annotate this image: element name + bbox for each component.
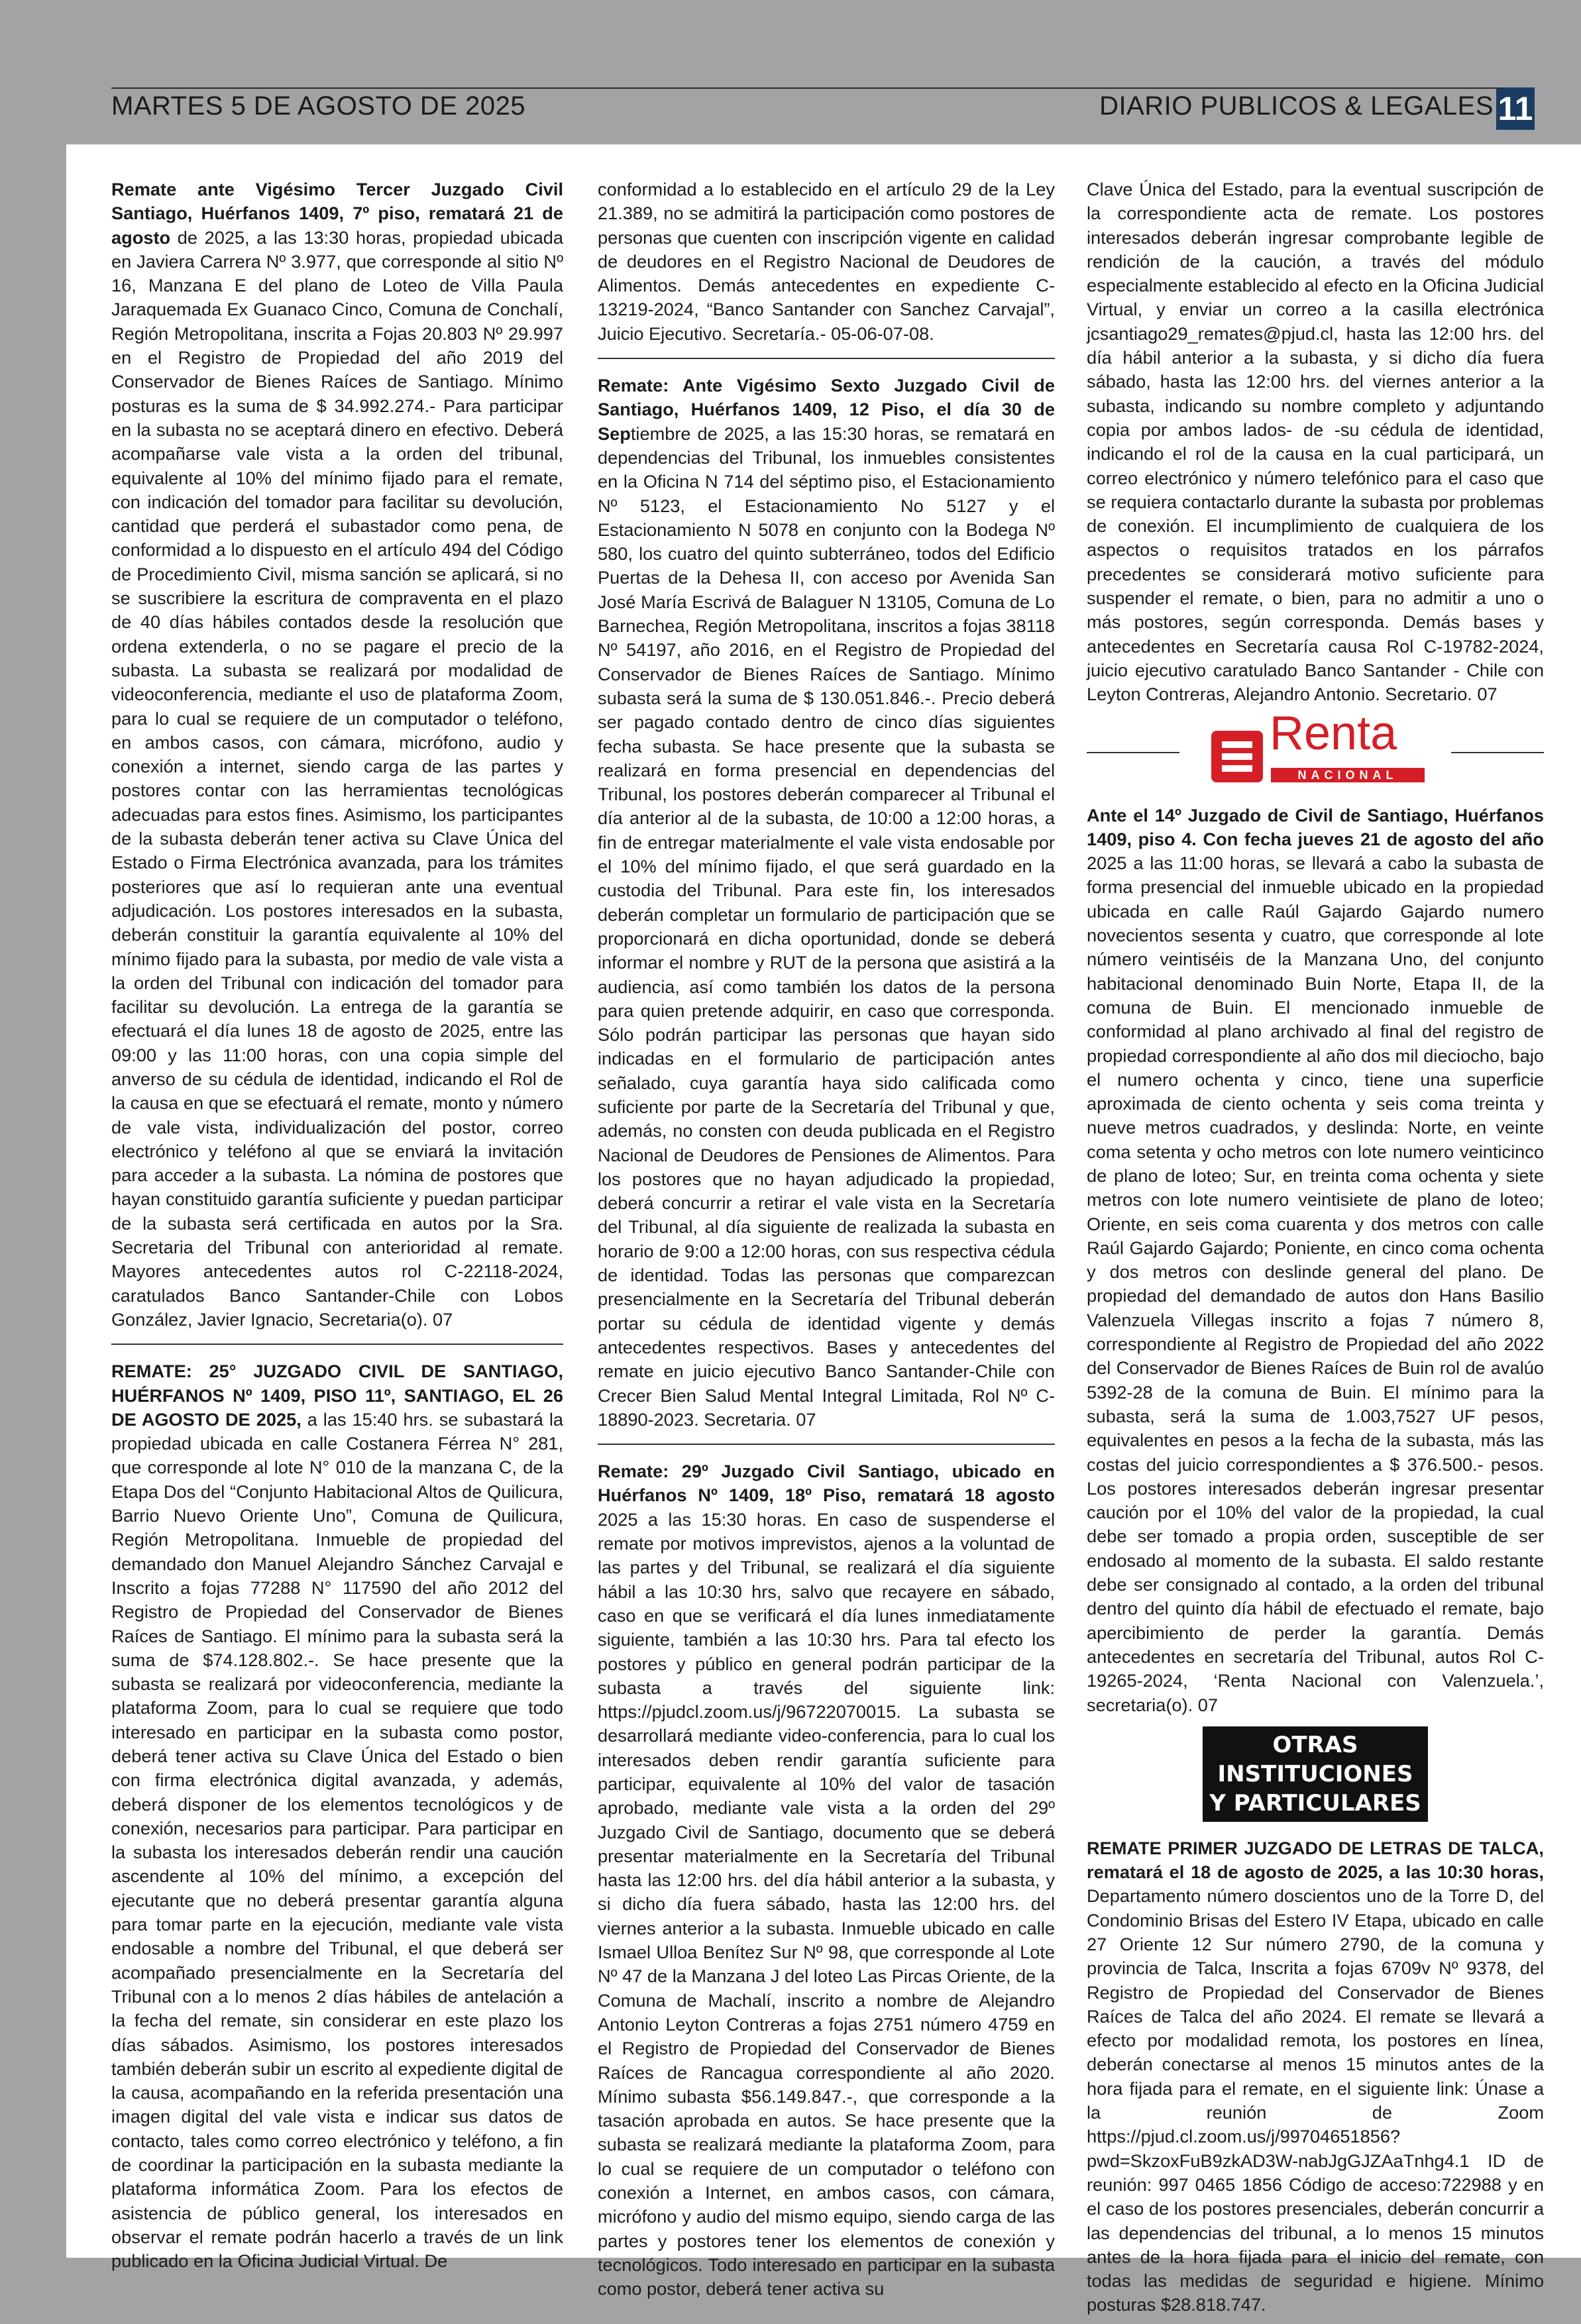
section-title-line-1: OTRAS INSTITUCIONES [1217, 1731, 1413, 1787]
notice-divider [598, 358, 1055, 359]
notice-body: 2025 a las 15:30 horas. En caso de suspenderse el remate por motivos imprevistos, ajenos a la voluntad de las partes y del Tribunal, se realizará el día siguiente hábil a las 10:30 hrs, salvo que recayere en sábado, caso en que se verificará el día lunes inmediatamente siguiente, también a las 10:30 hrs. Para tal efecto los postores y público en general podrán participar de la subasta a través del siguiente link: https://pjudcl.zoom.us/j/96722070015. La subasta se desarrollará mediante video-conferencia, para lo cual los interesados deben rendir garantía suficiente para participar, equivalente al 10% del valor de tasación aprobado, mediante vale vista a la orden del 29º Juzgado Civil de Santiago, documento que se deberá presentar materialmente en la Secretaría del Tribunal hasta las 12:00 hrs. del día hábil anterior a la subasta, y si dicho día fuera sábado, hasta las 12:00 hrs. del viernes anterior a la subasta. Inmueble ubicado en calle Ismael Ulloa Benítez Sur Nº 98, que corresponde al Lote Nº 47 de la Manzana J del loteo Las Pircas Oriente, de la Comuna de Machalí, inscrito a nombre de Alejandro Antonio Leyton Contreras a fojas 2751 número 4759 en el Registro de Propiedad del Conservador de Bienes Raíces de Rancagua correspondiente al año 2020. Mínimo subasta $56.149.847.-, que corresponde a la tasación aprobada en autos. Se hace presente que la subasta se realizará mediante la plataforma Zoom, para lo cual se requiere de un computador o teléfono con conexión a Internet, en ambos casos, con cámara, micrófono y audio del mismo equipo, siendo carga de las partes y postores tener los elementos de conexión y tecnológicos. Todo interesado en participar en la subasta como postor, deberá tener activa su [598, 1508, 1056, 2299]
notice-body: Departamento número doscientos uno de la Torre D, del Condominio Brisas del Estero IV Etapa, ubicado en calle 27 Oriente 12 Sur número 2790, de la comuna y provincia de Talca, Inscrita a fojas 6709v Nº 9378, del Registro de Propiedad del Conservador de Bienes Raíces de Talca del año 2024. El remate se llevará a efecto por modalidad remota, los postores en línea, deberán conectarse al menos 15 minutos antes de la hora fijada para el remate, en el siguiente link: Únase a la reunión de Zoom https://pjud.cl.zoom.us/j/99704651856?pwd=SkzoxFuB9zkAD3W-nabJgGJZAaTnhg4.1 ID de reunión: 997 0465 1856 Código de acceso:722988 y en el caso de los postores presenciales, deberán concurrir a las dependencias del tribunal, a lo menos 15 minutos antes de la hora fijada para el inicio del remate, con todas las medidas de seguridad e higiene. Mínimo posturas $28.818.747. [1087, 1885, 1544, 2315]
notice-lead: REMATE PRIMER JUZGADO DE LETRAS DE TALCA, rematará el 18 de agosto de 2025, a las 10:30 horas, [1087, 1837, 1544, 1883]
notice-lead: Remate: Ante Vigésimo Sexto Juzgado Civil de Santiago, Huérfanos 1409, 12 Piso, el día 30 de Sep [598, 375, 1055, 444]
notice-lead: Ante el 14º Juzgado de Civil de Santiago, Huérfanos 1409, piso 4. Con fecha jueves 21 de agosto del año [1087, 804, 1544, 849]
page-number: 11 [1496, 87, 1535, 130]
notice-divider [111, 1344, 563, 1345]
notice-lead: Remate ante Vigésimo Tercer Juzgado Civil Santiago, Huérfanos 1409, 7º piso, rematará 21 de agosto [111, 179, 563, 248]
column-3 [1087, 178, 1544, 2317]
publication-name: DIARIO PUBLICOS & LEGALES [1099, 91, 1494, 121]
notice-divider [598, 1444, 1055, 1445]
column-2 [598, 178, 1055, 2301]
notice-25-juzgado [111, 1359, 563, 2273]
notice-26-juzgado [598, 374, 1055, 1432]
notice-25-juzgado-continued: conformidad a lo establecido en el artículo 29 de la Ley 21.389, no se admitirá la participación como postores de personas que cuenten con inscripción vigente en calidad de deudores en el Registro Nacional de Deudores de Alimentos. Demás antecedentes en expediente C-13219-2024, “Banco Santander con Sanchez Carvajal”, Juicio Ejecutivo. Secretaría.- 05-06-07-08. [598, 179, 1055, 344]
logo-word: Renta [1270, 706, 1397, 760]
notice-body: de 2025, a las 13:30 horas, propiedad ubicada en Javiera Carrera Nº 3.977, que corresponde al sitio Nº 16, Manzana E del plano de Loteo de Villa Paula Jaraquemada Ex Guanaco Cinco, Comuna de Conchalí, Región Metropolitana, inscrita a Fojas 20.803 Nº 29.997 en el Registro de Propiedad del año 2019 del Conservador de Bienes Raíces de Santiago. Mínimo posturas es la suma de $ 34.992.274.- Para participar en la subasta no se aceptará dinero en efectivo. Deberá acompañarse vale vista a la orden del tribunal, equivalente al 10% del mínimo fijado para el remate, con indicación del tomador para facilitar su devolución, cantidad que perderá el subastador como pena, de conformidad a lo dispuesto en el artículo 494 del Código de Procedimiento Civil, misma sanción se aplicará, si no se suscribiere la escritura de compraventa en el plazo de 40 días hábiles contados desde la resolución que ordena extenderla, o no se pagare el precio de la subasta. La subasta se realizará por modalidad de videoconferencia, mediante el uso de plataforma Zoom, para lo cual se requiere de un computador o teléfono, en ambos casos, con cámara, micrófono, audio y conexión a internet, siendo carga de las partes y postores contar con las herramientas tecnológicas adecuadas para estos fines. Asimismo, los participantes de la subasta deberán tener activa su Clave Única del Estado o Firma Electrónica avanzada, para los trámites posteriores que así lo requieran ante una eventual adjudicación. Los postores interesados en la subasta, deberán constituir la garantía equivalente al 10% del mínimo fijado para la subasta, por medio de vale vista a la orden del Tribunal con indicación del tomador para facilitar su devolución. La entrega de la garantía se efectuará el día lunes 18 de agosto de 2025, entre las 09:00 y las 11:00 horas, con una copia simple del anverso de su cédula de identidad, indicando el Rol de la causa en que se efectuará el remate, monto y número de vale vista, individualización del postor, correo electrónico y teléfono al que se enviará la invitación para acceder a la subasta. La nómina de postores que hayan constituido garantía suficiente y puedan participar de la subasta será certificada en autos por la Sra. Secretaria del Tribunal con anterioridad al remate. Mayores antecedentes autos rol C-22118-2024, caratulados Banco Santander-Chile con Lobos González, Javier Ignacio, Secretaria(o). 07 [111, 227, 563, 1330]
section-header [1203, 1726, 1428, 1822]
notice-body: 2025 a las 11:00 horas, se llevará a cabo la subasta de forma presencial del inmueble ubicado en la propiedad ubicada en calle Raúl Gajardo Gajardo numero novecientos sesenta y cuatro, que corresponde al lote número veintiséis de la Manzana Uno, del conjunto habitacional denominado Buin Norte, Etapa II, de la comuna de Buin. El mencionado inmueble de conformidad al plano archivado al final del registro de propiedad correspondiente al año dos mil dieciocho, bajo el numero ochenta y cinco, tiene una superficie aproximada de ciento ochenta y seis coma treinta y nueve metros cuadrados, y deslinda: Norte, en veinte coma setenta y ocho metros con lote numero veinticinco de plano de loteo; Sur, en treinta coma ochenta y siete metros con lote numero veintisiete de plano de loteo; Oriente, en seis coma cuarenta y dos metros con calle Raúl Gajardo Gajardo; Poniente, en cinco coma ochenta y dos metros con deslinde general del plano. De propiedad del demandado de autos don Hans Basilio Valenzuela Villegas inscrito a fojas 7 número 8, correspondiente al Registro de Propiedad del año 2022 del Conservador de Bienes Raíces de Buin rol de avalúo 5392-28 de la comuna de Buin. El mínimo para la subasta, será la suma de 1.003,7527 UF pesos, equivalentes en pesos a la fecha de la subasta, más las costas del juicio correspondientes a $ 376.500.- pesos. Los postores interesados deberán ingresar presentar caución por el 10% del valor de la propiedad, la cual debe ser tomado a propia orden, susceptible de ser endosado al momento de la subasta. El saldo restante debe ser consignado al contado, a la orden del tribunal dentro del quinto día hábil de efectuado el remate, bajo apercibimiento de perder la garantía. Demás antecedentes en secretaría del Tribunal, autos Rol C-19265-2024, ‘Renta Nacional con Valenzuela.’, secretaria(o). 07 [1087, 853, 1544, 1715]
notice-body: tiembre de 2025, a las 15:30 horas, se rematará en dependencias del Tribunal, los inmuebles consistentes en la Oficina N 714 del séptimo piso, el Estacionamiento Nº 5123, el Estacionamiento No 5127 y el Estacionamiento N 5078 en conjunto con la Bodega Nº 580, los cuatro del quinto subterráneo, todos del Edificio Puertas de la Dehesa II, con acceso por Avenida San José María Escrivá de Balaguer N 13105, Comuna de Lo Barnechea, Región Metropolitana, inscritos a fojas 38118 Nº 54197, año 2016, en el Registro de Propiedad del Conservador de Bienes Raíces de Santiago. Mínimo subasta será la suma de $ 130.051.846.-. Precio deberá ser pagado contado dentro de cinco días siguientes fecha subasta. Se hace presente que la subasta se realizará en forma presencial en dependencias del Tribunal, los postores deberán comparecer al Tribunal el día anterior al de la subasta, de 10:00 a 12:00 horas, a fin de entregar materialmente el vale vista endosable por el 10% del mínimo fijado, el que será guardado en la custodia del Tribunal. Para este fin, los interesados deberán completar un formulario de participación que se proporcionará en dicha oportunidad, donde se deberá informar el nombre y RUT de la persona que asistirá a la audiencia, así como también los datos de la persona para quien pretende adquirir, en caso que corresponda. Sólo podrán participar las personas que hayan sido indicadas en el formulario de participación antes señalado, cuya garantía haya sido calificada como suficiente por parte de la Secretaría del Tribunal y que, además, no consten con deuda publicada en el Registro Nacional de Deudores de Pensiones de Alimentos. Para los postores que no hayan adjudicado la propiedad, deberá concurrir a retirar el vale vista en la Secretaría del Tribunal, al día siguiente de realizada la subasta en horario de 9:00 a 12:00 horas, con sus respectiva cédula de identidad. Todas las personas que comparezcan presencialmente en la Secretaría del Tribunal deberán portar su cédula de identidad vigente y demás antecedentes respectivos. Bases y antecedentes del remate en juicio ejecutivo Banco Santander-Chile con Crecer Bien Salud Mental Integral Limitada, Rol Nº C-18890-2023. Secretaria. 07 [598, 423, 1055, 1430]
notice-body: a las 15:40 hrs. se subastará la propiedad ubicada en calle Costanera Férrea N° 281, que corresponde al lote N° 010 de la manzana C, de la Etapa Dos del “Conjunto Habitacional Altos de Quilicura, Barrio Nuevo Oriente Uno”, Comuna de Quilicura, Región Metropolitana. Inmueble de propiedad del demandado don Manuel Alejandro Sánchez Carvajal e Inscrito a fojas 77288 N° 117590 del año 2012 del Registro de Propiedad del Conservador de Bienes Raíces de Santiago. El mínimo para la subasta será la suma de $74.128.802.-. Se hace presente que la subasta se realizará por videoconferencia, mediante la plataforma Zoom, para lo cual se requiere que todo interesado en participar en la subasta como postor, deberá tener activa su Clave Única del Estado o bien con firma electrónica digital avanzada, y además, deberá disponer de los elementos tecnológicos y de conexión, necesarios para participar. Para participar en la subasta los interesados deberán rendir una caución ascendente al 10% del mínimo, a excepción del ejecutante que no deberá presentar garantía alguna para tomar parte en la ejecución, mediante vale vista endosable a nombre del Tribunal, el que deberá ser acompañado presencialmente en la Secretaría del Tribunal con a lo menos 2 días hábiles de antelación a la fecha del remate, sin considerar en este plazo los días sábados. Asimismo, los postores interesados también deberán subir un escrito al expediente digital de la causa, acompañando en la referida presentación una imagen digital del vale vista e indicar sus datos de contacto, tales como correo electrónico y teléfono, a fin de coordinar la participación en la subasta mediante la plataforma informática Zoom. Para los efectos de asistencia de público general, los interesados en observar el remate podrán hacerlo a través de un link publicado en la Oficina Judicial Virtual. De [111, 1408, 563, 2272]
notice-14-juzgado [1087, 804, 1544, 1717]
notice-talca [1087, 1836, 1544, 2317]
logo-rule-right [1451, 752, 1544, 753]
header-rule [111, 87, 1504, 89]
notice-lead: REMATE: 25° JUZGADO CIVIL DE SANTIAGO, HUÉRFANOS Nº 1409, PISO 11º, SANTIAGO, EL 26 DE AGOSTO DE 2025, [111, 1361, 563, 1430]
notice-lead: Remate: 29º Juzgado Civil Santiago, ubicado en Huérfanos Nº 1409, 18º Piso, rematará 18 agosto [598, 1461, 1055, 1506]
issue-date: MARTES 5 DE AGOSTO DE 2025 [111, 91, 526, 121]
notice-29-juzgado-continued: Clave Única del Estado, para la eventual suscripción de la correspondiente acta de remate. Los postores interesados deberán ingresar comprobante legible de rendición de la caución, a través del módulo especialmente establecido al efecto en la Oficina Judicial Virtual, y enviar un correo a la casilla electrónica jcsantiago29_remates@pjud.cl, hasta las 12:00 hrs. del día hábil anterior a la subasta, y si dicho día fuera sábado, hasta las 12:00 hrs. del viernes anterior a la subasta, indicando su nombre completo y adjuntando copia por ambos lados- de -su cédula de identidad, indicando el rol de la causa en la cual participará, un correo electrónico y número telefónico para el caso que se requiera contactarlo durante la subasta por problemas de conexión. El incumplimiento de cualquiera de los aspectos o requisitos tratados en los párrafos precedentes se considerará motivo suficiente para suspender el remate, o bien, para no admitir a uno o más postores, según corresponda. Demás bases y antecedentes en Secretaría causa Rol C-19782-2024, juicio ejecutivo caratulado Banco Santander - Chile con Leyton Contreras, Alejandro Antonio. Secretario. 07 [1087, 179, 1544, 705]
notice-29-juzgado [598, 1459, 1055, 2301]
logo-subword: NACIONAL [1271, 768, 1425, 782]
column-1 [111, 178, 563, 2274]
renta-nacional-logo [1193, 706, 1438, 784]
logo-mark-icon [1211, 731, 1263, 782]
section-title-line-2: Y PARTICULARES [1209, 1789, 1421, 1817]
renta-nacional-ad [1087, 706, 1544, 797]
logo-rule-left [1087, 752, 1179, 753]
notice-23-juzgado [111, 178, 563, 1332]
